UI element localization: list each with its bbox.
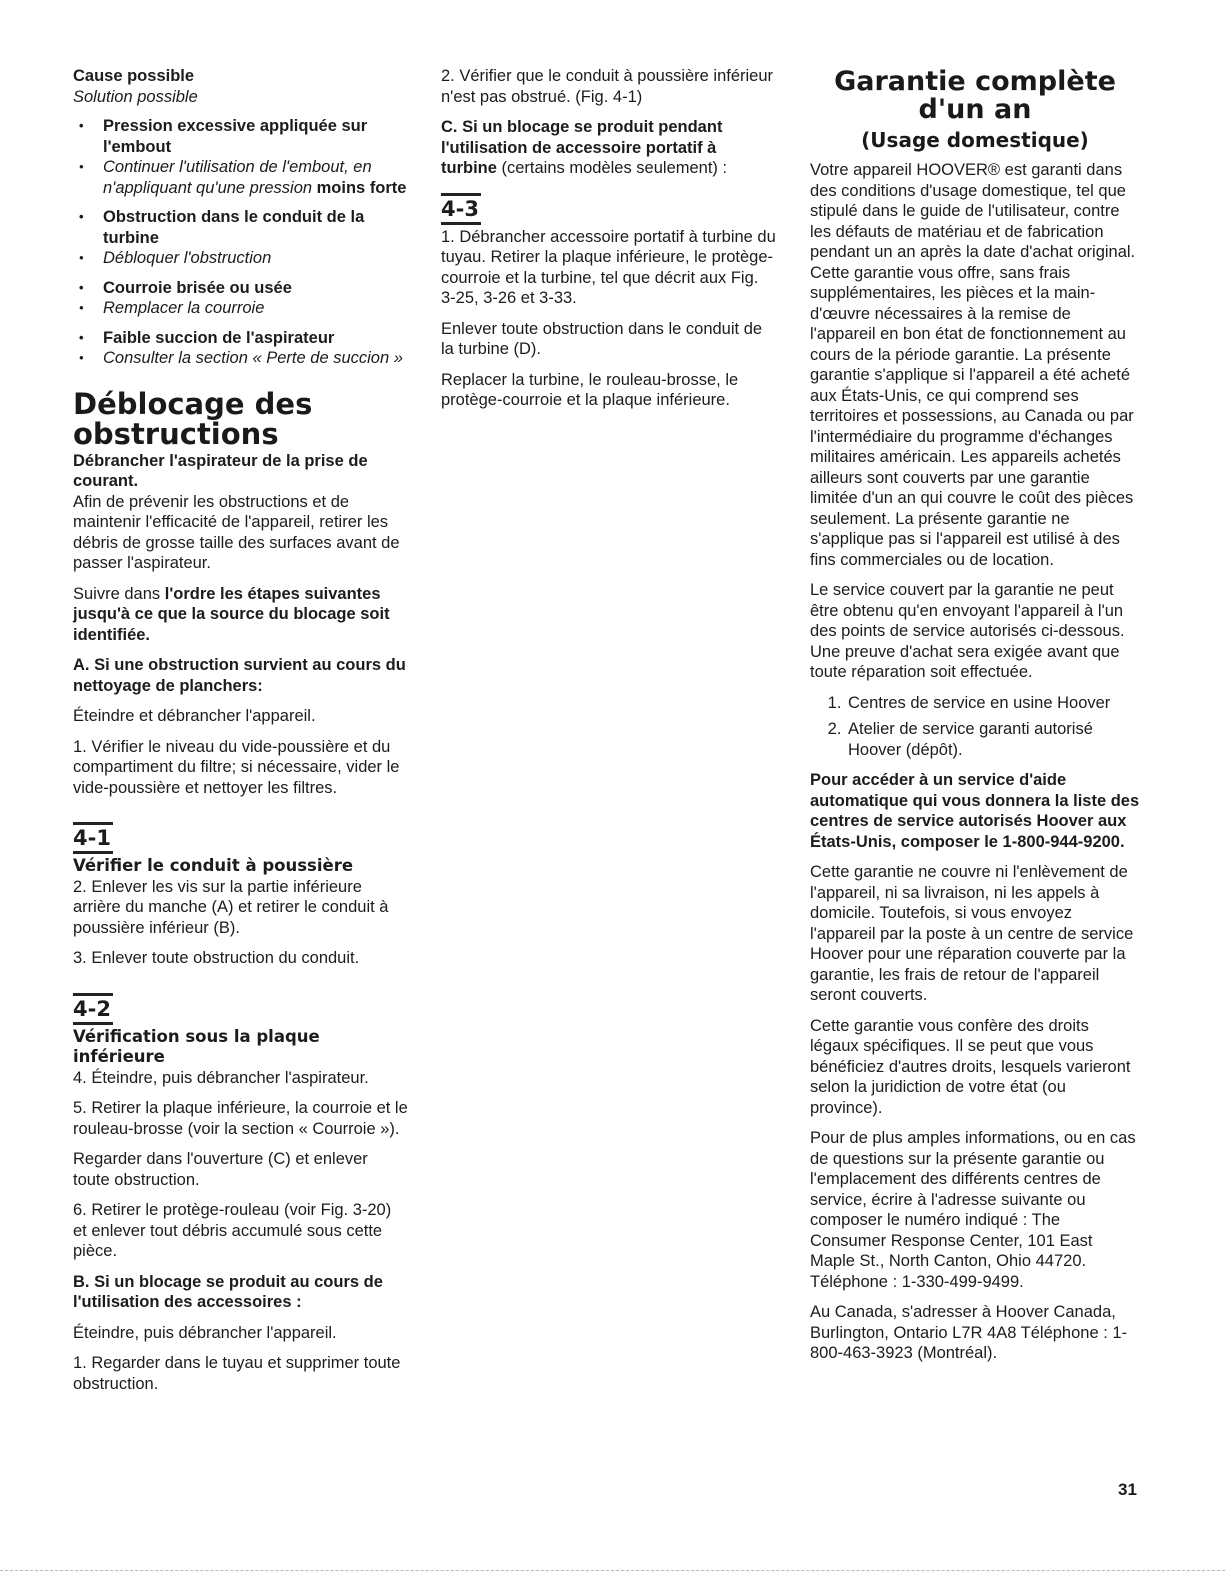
figure-label-4-3: 4-3 <box>441 193 483 225</box>
paragraph: 3. Enlever toute obstruction du conduit. <box>73 949 360 967</box>
paragraph: Au Canada, s'adresser à Hoover Canada, Burlington, Ontario L7R 4A8 Téléphone : 1-800-463-3923 (Montréal). <box>810 1303 1128 1362</box>
column-middle <box>441 66 776 421</box>
cause-item: • Faible succion de l'aspirateur <box>73 328 408 349</box>
paragraph: 1. Vérifier le niveau du vide-poussière et du compartiment du filtre; si nécessaire, vider le vide-poussière et nettoyer les filtres. <box>73 737 400 797</box>
solution-item: • Consulter la section « Perte de succion » <box>73 348 408 369</box>
paragraph: Éteindre et débrancher l'appareil. <box>73 707 316 725</box>
subheading-c: C. Si un blocage se produit pendant l'utilisation de accessoire portatif à turbine (certains modèles seulement) : <box>441 118 728 177</box>
paragraph: 1. Regarder dans le tuyau et supprimer toute obstruction. <box>73 1354 401 1393</box>
subheading-b: B. Si un blocage se produit au cours de l'utilisation des accessoires : <box>73 1272 383 1311</box>
warranty-heading: Garantie complète d'un an (Usage domestique) <box>834 66 1116 152</box>
list-item: 1. Centres de service en usine Hoover <box>846 693 1140 714</box>
paragraph: 5. Retirer la plaque inférieure, la courroie et le rouleau-brosse (voir la section « Courroie »). <box>73 1099 408 1138</box>
table-header-cause: Cause possible <box>73 67 195 85</box>
paragraph: Votre appareil HOOVER® est garanti dans des conditions d'usage domestique, tel que stipulé dans le guide de l'utilisateur, contre les défauts de matériau et de fabrication pendant un an après la date d'achat original. Cette garantie vous offre, sans frais supplémentaires, les pièces et la main-d'œuvre nécessaires à la remise de l'appareil en bon état de fonctionnement au cours de la période garantie. La présente garantie s'applique si l'appareil a été acheté aux États-Unis, ce qui comprend ses territoires et possessions, au Canada ou par l'intermédiaire du programme d'échanges militaires américain. Les appareils achetés ailleurs sont couverts par une garantie limitée d'un an qui couvre le coût des pièces seulement. La présente garantie ne s'applique pas si l'appareil est utilisé à des fins commerciales ou de location. <box>810 161 1136 569</box>
paragraph: 2. Vérifier que le conduit à poussière inférieur n'est pas obstrué. (Fig. 4-1) <box>441 67 774 106</box>
section-heading: Déblocage des obstructions <box>73 386 313 451</box>
paragraph: Éteindre, puis débrancher l'appareil. <box>73 1323 337 1342</box>
service-list <box>810 693 1140 761</box>
subheading-a: A. Si une obstruction survient au cours du nettoyage de planchers: <box>73 656 406 695</box>
column-left <box>73 66 408 1404</box>
cause-item: • Obstruction dans le conduit de la turbine <box>73 207 408 248</box>
figure-title: Vérification sous la plaque inférieure <box>73 1026 320 1066</box>
paragraph: Pour de plus amples informations, ou en cas de questions sur la présente garantie ou l'emplacement des différents centres de service, écrire à l'adresse suivante ou composer le numéro indiqué : The Consumer Response Center, 101 East Maple St., North Canton, Ohio 44720. Téléphone : 1-330-499-9499. <box>810 1129 1136 1291</box>
paragraph: Cette garantie vous confère des droits légaux spécifiques. Il se peut que vous bénéficiez d'autres droits, lesquels varieront selon la juridiction de votre état (ou province). <box>810 1016 1131 1117</box>
cause-item: • Pression excessive appliquée sur l'embout <box>73 116 408 157</box>
figure-label-4-1: 4-1 <box>73 822 115 854</box>
paragraph: 6. Retirer le protège-rouleau (voir Fig. 3-20) et enlever tout débris accumulé sous cette pièce. <box>73 1201 392 1260</box>
paragraph: Replacer la turbine, le rouleau-brosse, le protège-courroie et la plaque inférieure. <box>441 370 739 409</box>
unplug-instruction: Débrancher l'aspirateur de la prise de courant. <box>73 451 368 490</box>
order-paragraph: Suivre dans l'ordre les étapes suivantes jusqu'à ce que la source du blocage soit identifiée. <box>73 584 390 644</box>
solution-item: • Continuer l'utilisation de l'embout, en n'appliquant qu'une pression moins forte <box>73 157 408 198</box>
column-right <box>810 66 1140 1374</box>
figure-title: Vérifier le conduit à poussière <box>73 856 354 875</box>
list-item: 2. Atelier de service garanti autorisé Hoover (dépôt). <box>846 719 1140 760</box>
cause-item: • Courroie brisée ou usée <box>73 278 408 299</box>
solution-item: • Débloquer l'obstruction <box>73 248 408 269</box>
figure-label-4-2: 4-2 <box>73 993 115 1025</box>
paragraph: Regarder dans l'ouverture (C) et enlever toute obstruction. <box>73 1150 368 1189</box>
paragraph: 1. Débrancher accessoire portatif à turbine du tuyau. Retirer la plaque inférieure, le protège-courroie et la turbine, tel que décrit aux Fig. 3-25, 3-26 et 3-33. <box>441 227 776 307</box>
intro-paragraph: Afin de prévenir les obstructions et de maintenir l'efficacité de l'appareil, retirer les débris de grosse taille des surfaces avant de passer l'aspirateur. <box>73 492 400 572</box>
page-number: 31 <box>1118 1480 1137 1499</box>
paragraph: Le service couvert par la garantie ne peut être obtenu qu'en envoyant l'appareil à l'un des points de service autorisés ci-dessous. Une preuve d'achat sera exigée avant que toute réparation soit effectuée. <box>810 581 1125 681</box>
phone-service-paragraph: Pour accéder à un service d'aide automatique qui vous donnera la liste des centres de service autorisés Hoover aux États-Unis, composer le 1-800-944-9200. <box>810 771 1140 851</box>
paragraph: 2. Enlever les vis sur la partie inférieure arrière du manche (A) et retirer le conduit à poussière inférieur (B). <box>73 877 389 937</box>
table-header-solution: Solution possible <box>73 87 198 106</box>
paragraph: 4. Éteindre, puis débrancher l'aspirateur. <box>73 1068 369 1087</box>
scan-edge-line <box>0 1570 1225 1571</box>
solution-item: • Remplacer la courroie <box>73 298 408 319</box>
paragraph: Enlever toute obstruction dans le conduit de la turbine (D). <box>441 319 763 358</box>
paragraph: Cette garantie ne couvre ni l'enlèvement de l'appareil, ni sa livraison, ni les appels à domicile. Toutefois, si vous envoyez l'appareil par la poste à un centre de service Hoover pour une réparation couverte par la garantie, les frais de retour de l'appareil seront couverts. <box>810 863 1134 1004</box>
